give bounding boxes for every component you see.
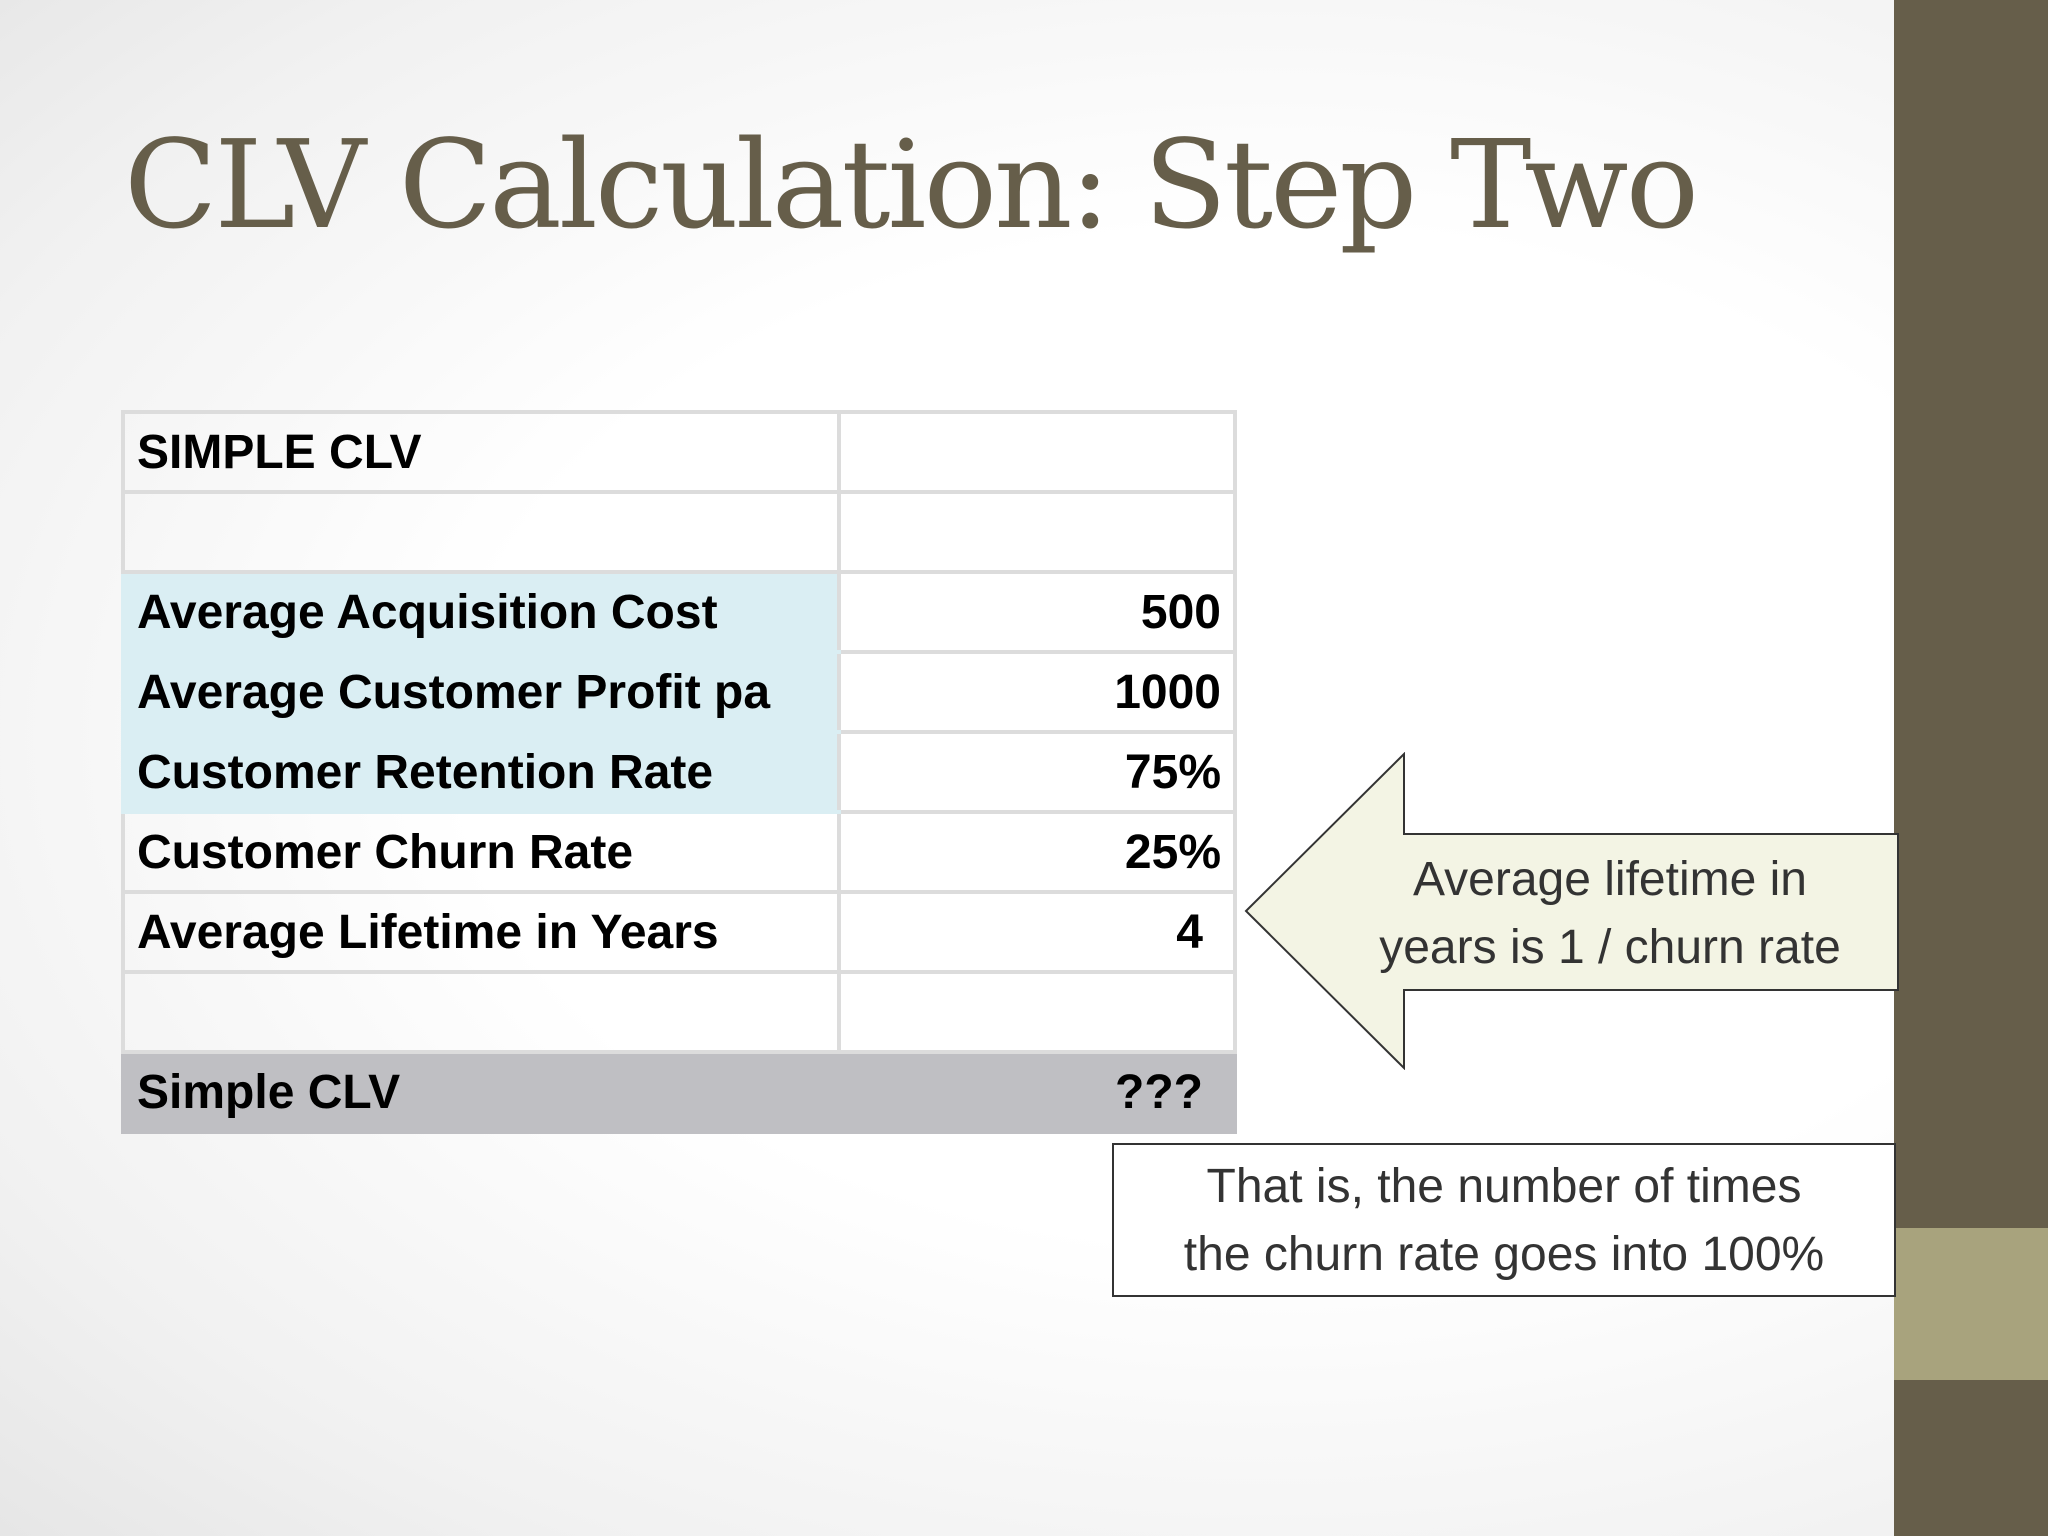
spacer-cell xyxy=(123,492,839,572)
note-line: the churn rate goes into 100% xyxy=(1183,1228,1825,1281)
table-header-value xyxy=(839,412,1235,492)
lifetime-years-value: 4 xyxy=(839,892,1235,972)
churn-rate-label: Customer Churn Rate xyxy=(123,812,839,892)
table-row xyxy=(123,892,1235,972)
customer-profit-value: 1000 xyxy=(839,652,1235,732)
note-line: That is, the number of times xyxy=(1206,1160,1802,1213)
arrow-callout-line: years is 1 / churn rate xyxy=(1379,921,1841,974)
table-row xyxy=(123,572,1235,652)
retention-rate-value: 75% xyxy=(839,732,1235,812)
simple-clv-value: ??? xyxy=(839,1052,1235,1132)
note-box xyxy=(1112,1143,1896,1297)
acquisition-cost-label: Average Acquisition Cost xyxy=(123,572,839,652)
spacer-cell xyxy=(123,972,839,1052)
customer-profit-label: Average Customer Profit pa xyxy=(123,652,839,732)
table-row xyxy=(123,652,1235,732)
simple-clv-label: Simple CLV xyxy=(123,1052,839,1132)
churn-rate-value: 25% xyxy=(839,812,1235,892)
table-row xyxy=(123,812,1235,892)
arrow-callout-text xyxy=(1340,846,1880,982)
arrow-callout-line: Average lifetime in xyxy=(1413,853,1807,906)
acquisition-cost-value: 500 xyxy=(839,572,1235,652)
table-row xyxy=(123,492,1235,572)
spacer-cell xyxy=(839,972,1235,1052)
spacer-cell xyxy=(839,492,1235,572)
table-row xyxy=(123,1052,1235,1132)
retention-rate-label: Customer Retention Rate xyxy=(123,732,839,812)
table-row xyxy=(123,732,1235,812)
side-accent xyxy=(1894,1228,2048,1380)
table-header-label: SIMPLE CLV xyxy=(123,412,839,492)
slide-title: CLV Calculation: Step Two xyxy=(124,114,1697,256)
lifetime-years-label: Average Lifetime in Years xyxy=(123,892,839,972)
table-row xyxy=(123,972,1235,1052)
table-row xyxy=(123,412,1235,492)
clv-table xyxy=(121,410,1237,1134)
